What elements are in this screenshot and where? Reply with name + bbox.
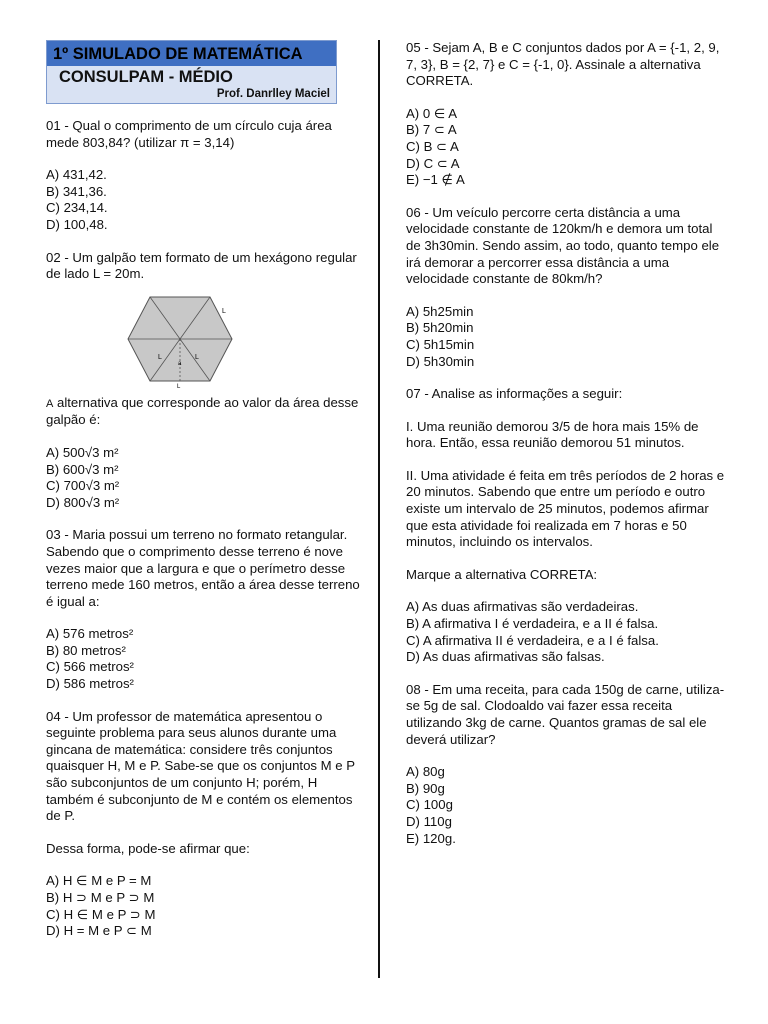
- hexagon-figure: [120, 293, 240, 389]
- question-01-option-c: C) 234,14.: [46, 200, 108, 216]
- column-divider: [378, 40, 380, 978]
- question-04-option-b: B) H ⊃ M e P ⊃ M: [46, 890, 155, 905]
- question-01-option-d: D) 100,48.: [46, 216, 108, 232]
- question-08-option-e: E) 120g.: [406, 830, 456, 846]
- question-07-prompt: Marque a alternativa CORRETA:: [406, 566, 598, 582]
- question-07-options: [406, 599, 726, 665]
- question-06-options: [406, 304, 726, 370]
- question-06-text: 06 - Um veículo percorre certa distância a uma velocidade constante de 120km/h e demora um total de 3h30min. Sendo assim, ao todo, quanto tempo ele irá demorar a percorrer essa distância a uma velocidade constante de 80km/h?: [406, 204, 720, 287]
- question-08-options: [406, 764, 726, 847]
- question-02-text: 02 - Um galpão tem formato de um hexágono regular de lado L = 20m.: [46, 249, 357, 282]
- question-08-option-d: D) 110g: [406, 813, 452, 829]
- question-01-options: [46, 167, 364, 233]
- question-06-option-b: B) 5h20min: [406, 320, 474, 336]
- question-08-option-c: C) 100g: [406, 797, 453, 813]
- hexagon-label-side-left: L: [158, 353, 162, 361]
- exam-header: [46, 40, 337, 104]
- question-01-text: 01 - Qual o comprimento de um círculo cuja área mede 803,84? (utilizar π = 3,14): [46, 118, 332, 150]
- question-02-option-d: D) 800√3 m²: [46, 494, 120, 510]
- hexagon-label-side-right: L: [195, 353, 199, 361]
- question-02-options: [46, 445, 364, 511]
- question-07-option-d: D) As duas afirmativas são falsas.: [406, 649, 605, 665]
- question-05-option-b: B) 7 ⊂ A: [406, 122, 457, 138]
- question-07-option-c: C) A afirmativa II é verdadeira, e a I é falsa.: [406, 632, 659, 648]
- question-03-option-b: B) 80 metros²: [46, 642, 126, 658]
- question-07-option-a: A) As duas afirmativas são verdadeiras.: [406, 599, 639, 615]
- question-06-option-c: C) 5h15min: [406, 336, 475, 352]
- question-03-text: 03 - Maria possui um terreno no formato retangular. Sabendo que o comprimento desse terreno é nove vezes maior que a largura e que o perímetro desse terreno mede 160 metros, então a área desse terreno é igual a:: [46, 527, 360, 609]
- left-column: [46, 40, 364, 940]
- question-02-option-a: A) 500√3 m²: [46, 444, 119, 460]
- question-05-option-c: C) B ⊂ A: [406, 138, 459, 154]
- question-08-option-b: B) 90g: [406, 780, 445, 796]
- question-03-options: [46, 626, 364, 692]
- question-05-option-d: D) C ⊂ A: [406, 155, 460, 171]
- exam-course: CONSULPAM - MÉDIO: [59, 68, 233, 86]
- question-05-option-e: E) −1 ∉ A: [406, 172, 465, 188]
- question-08-option-a: A) 80g: [406, 764, 445, 780]
- question-05-text: 05 - Sejam A, B e C conjuntos dados por A = {-1, 2, 9, 7, 3}, B = {2, 7} e C = {-1, 0}. Assinale a alternativa CORRETA.: [406, 40, 720, 89]
- question-02-prompt-rest: alternativa que corresponde ao valor da área desse galpão é:: [46, 394, 359, 428]
- question-07-text: 07 - Analise as informações a seguir:: [406, 386, 623, 402]
- question-07-item-1: I. Uma reunião demorou 3/5 de hora mais 15% de hora. Então, essa reunião demorou 51 minutos.: [406, 418, 699, 451]
- question-03-option-c: C) 566 metros²: [46, 659, 134, 675]
- question-02-option-b: B) 600√3 m²: [46, 461, 119, 477]
- question-02-prompt-prefix: A: [46, 397, 54, 410]
- exam-title: 1º SIMULADO DE MATEMÁTICA: [47, 41, 336, 66]
- question-04-text: 04 - Um professor de matemática apresentou o seguinte problema para seus alunos durante uma gincana de matemática: considere três conjuntos quaisquer H, M e P. Sabe-se que os conjuntos M e P são subconjuntos de um conjunto H; porém, H também é subconjunto de M e contém os elementos de P.: [46, 708, 355, 824]
- right-column: [406, 40, 726, 847]
- hexagon-label-apothem: a: [178, 360, 182, 367]
- question-04-option-a: A) H ∈ M e P = M: [46, 873, 152, 889]
- hexagon-label-side-top: L: [222, 307, 226, 315]
- question-03-option-a: A) 576 metros²: [46, 626, 134, 642]
- question-05-options: [406, 106, 726, 189]
- question-07-option-b: B) A afirmativa I é verdadeira, e a II é falsa.: [406, 616, 659, 632]
- question-07-item-2: II. Uma atividade é feita em três períodos de 2 horas e 20 minutos. Sabendo que entre um período e outro existe um intervalo de 25 minutos, podemos afirmar que esta atividade foi realizada em 7 horas e 50 minutos, incluindo os intervalos.: [406, 467, 725, 550]
- question-03-option-d: D) 586 metros²: [46, 676, 134, 692]
- exam-professor: Prof. Danrlley Maciel: [216, 88, 330, 100]
- question-04-option-d: D) H = M e P ⊂ M: [46, 923, 152, 939]
- exam-subheader: [47, 66, 336, 103]
- question-02-option-c: C) 700√3 m²: [46, 478, 120, 494]
- question-05-option-a: A) 0 ∈ A: [406, 105, 458, 121]
- question-02-prompt: [46, 395, 364, 429]
- question-01-option-a: A) 431,42.: [46, 167, 107, 183]
- question-01-option-b: B) 341,36.: [46, 183, 107, 199]
- question-08-text: 08 - Em uma receita, para cada 150g de carne, utiliza-se 5g de sal. Clodoaldo vai fazer essa receita utilizando 3kg de carne. Quantos gramas de sal ele deverá utilizar?: [406, 681, 725, 747]
- hexagon-svg: [120, 293, 240, 389]
- question-04-options: [46, 873, 364, 939]
- question-06-option-a: A) 5h25min: [406, 303, 474, 319]
- question-06-option-d: D) 5h30min: [406, 353, 475, 369]
- question-04-option-c: C) H ∈ M e P ⊃ M: [46, 906, 156, 922]
- question-04-prompt: Dessa forma, pode-se afirmar que:: [46, 840, 250, 856]
- hexagon-label-side-bottom: L: [177, 383, 181, 389]
